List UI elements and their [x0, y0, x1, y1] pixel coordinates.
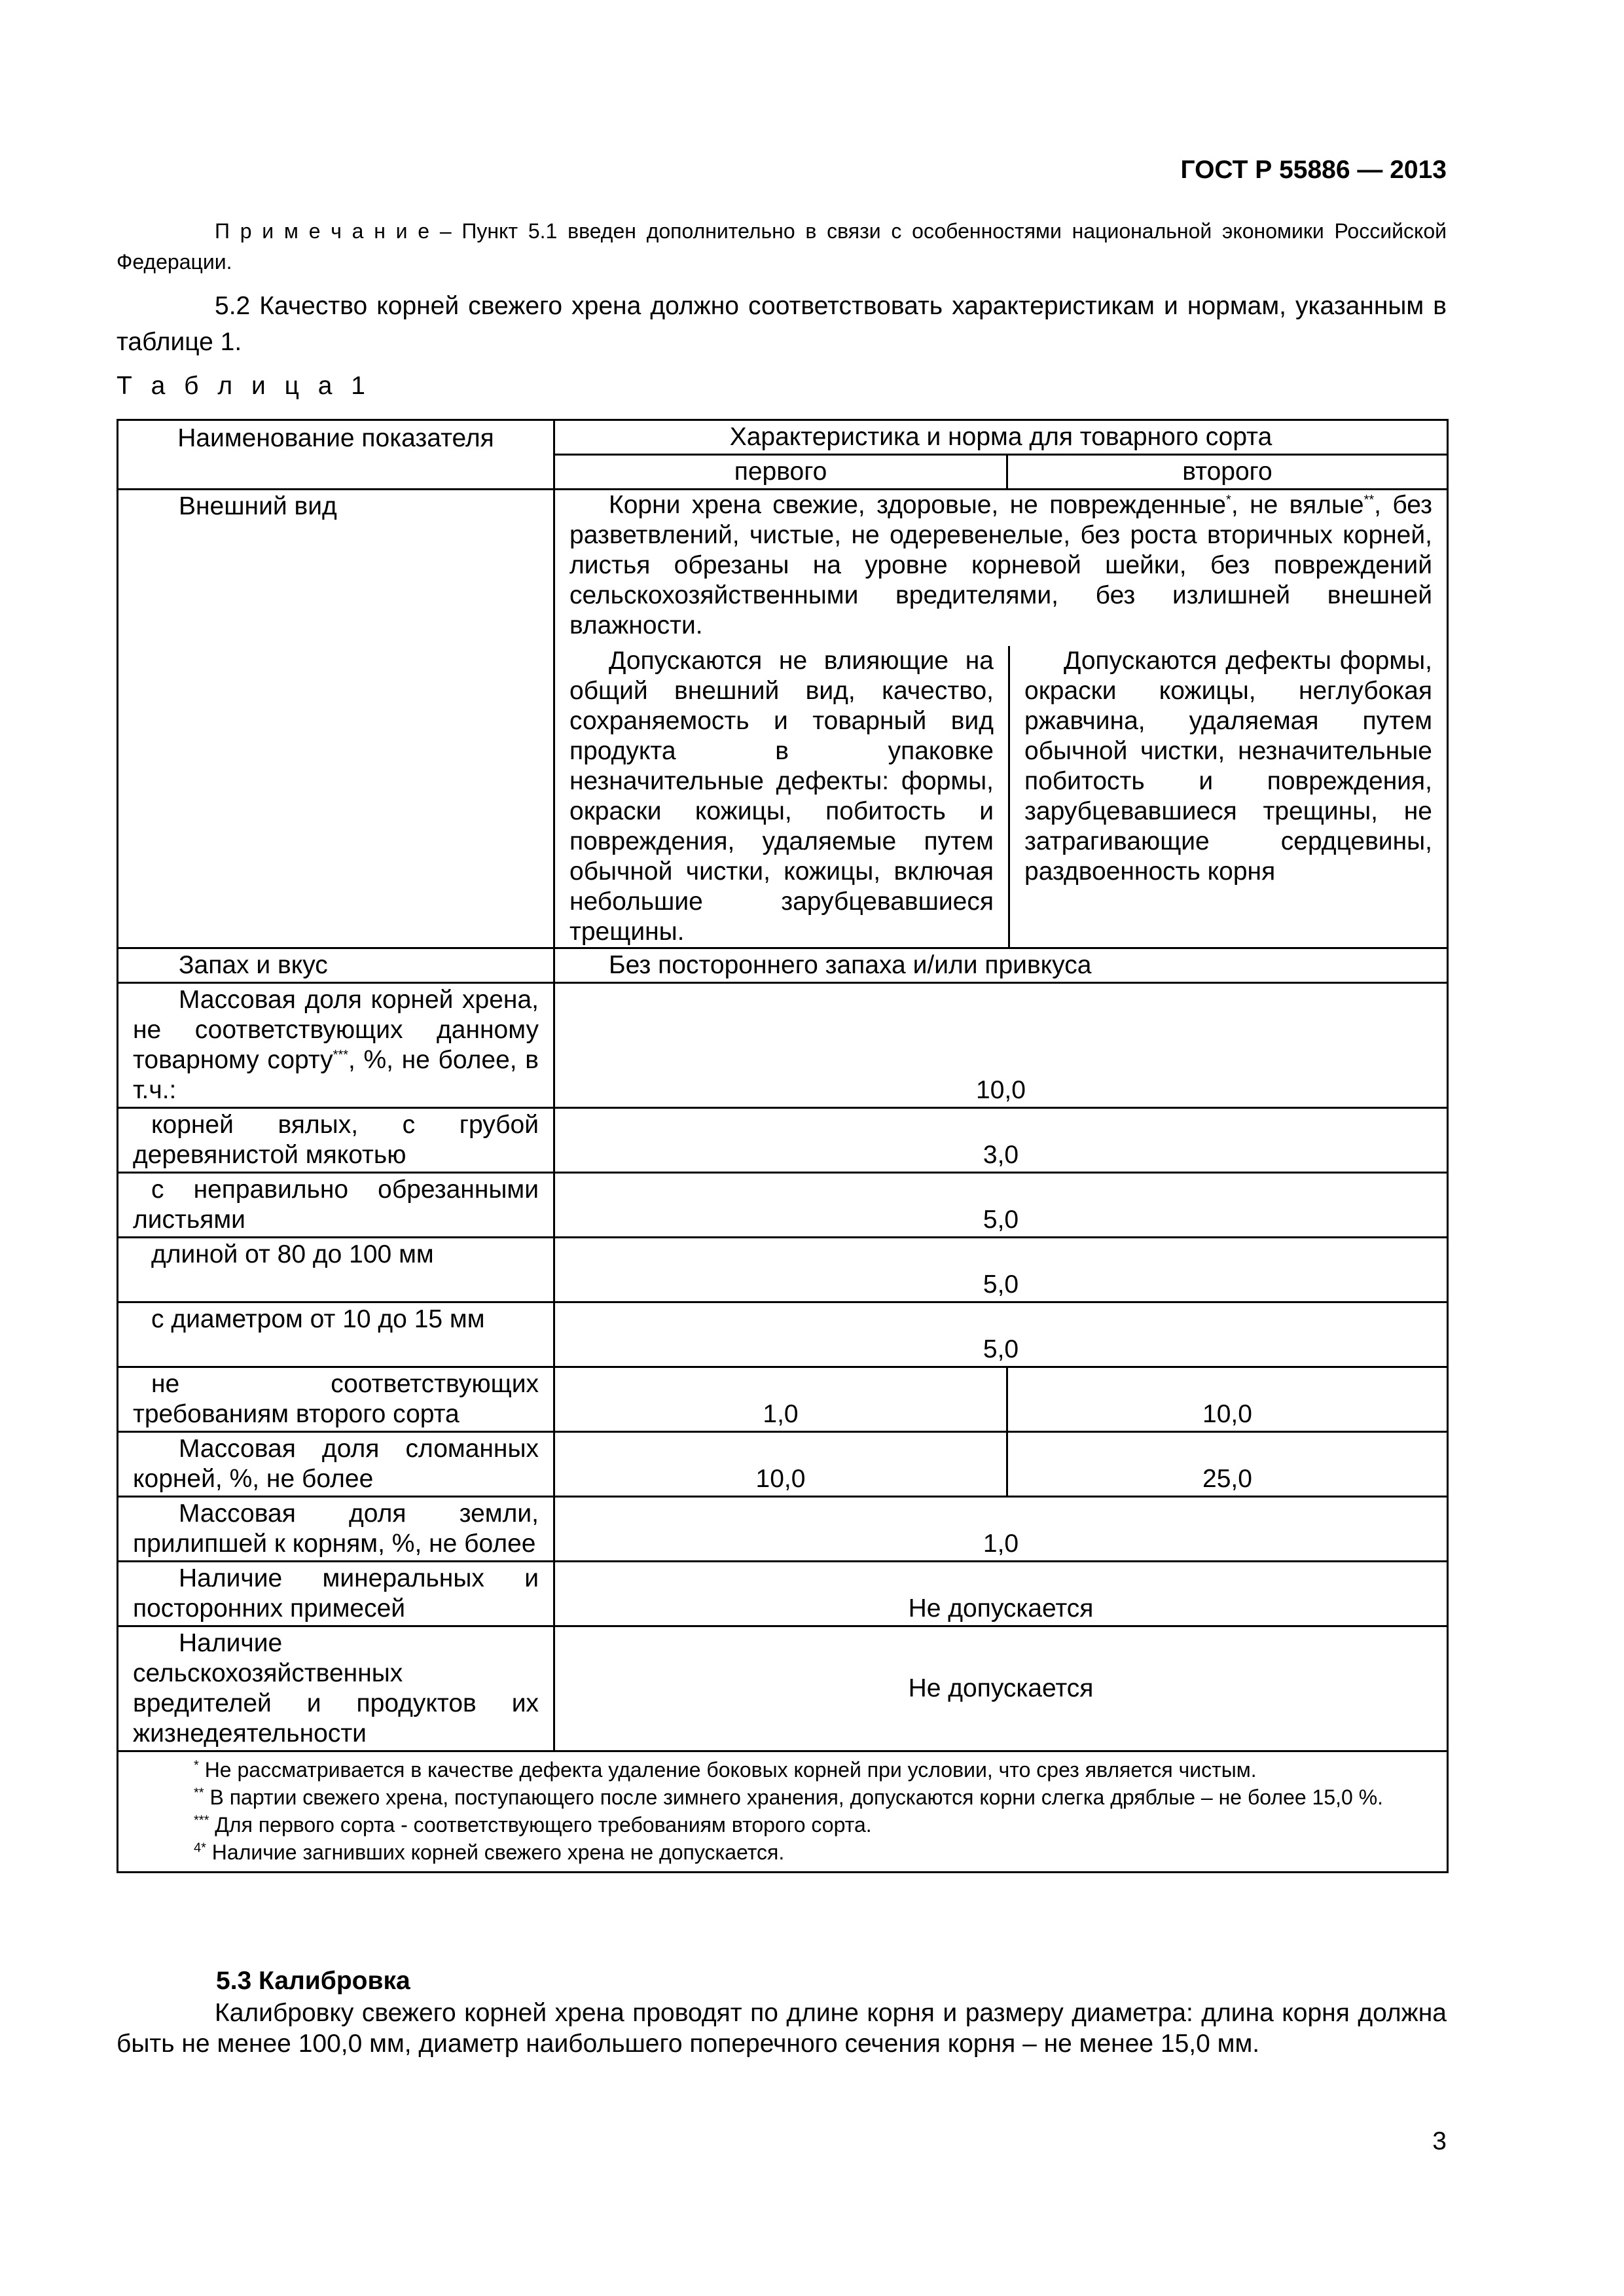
broken-label: Массовая доля сломанных корней, %, не более — [118, 1432, 554, 1497]
broken-second-value: 25,0 — [1007, 1432, 1448, 1497]
table-row — [118, 1497, 1448, 1562]
appearance-common-text: Корни хрена свежие, здоровые, не поврежденные*, не вялые**, без разветвлений, чистые, не одеревенелые, без роста вторичных корней, листья обрезаны на уровне корневой шейки, без повреждений сельскохозяйственными вредителями, без излишней внешней влажности. — [569, 491, 1432, 639]
pests-value: Не допускается — [554, 1626, 1448, 1751]
smell-label: Запах и вкус — [118, 948, 554, 983]
table-footnotes-row — [118, 1751, 1448, 1873]
appearance-first-grade: Допускаются не влияющие на общий внешний вид, качество, сохраняемость и товарный вид продукта в упаковке незначительные дефекты: формы, окраски кожицы, побитость и повреждения, удаляемые путем обычной чистки, кожицы, включая небольшие зарубцевавшиеся трещины. — [555, 646, 1009, 947]
broken-first-value: 10,0 — [554, 1432, 1007, 1497]
length-value: 5,0 — [554, 1238, 1448, 1302]
header-group-cell: Характеристика и норма для товарного сорта — [554, 420, 1448, 455]
appearance-second-grade: Допускаются дефекты формы, окраски кожицы, неглубокая ржавчина, удаляемая путем обычной чистки, незначительные побитость и повреждения, зарубцевавшиеся трещины, не затрагивающие сердцевины, раздвоенность корня — [1024, 647, 1432, 886]
table-row — [118, 1238, 1448, 1302]
header-first-grade: первого — [554, 455, 1007, 490]
page-number: 3 — [1432, 2127, 1447, 2155]
quality-table — [117, 419, 1449, 1873]
mass-share-label: Массовая доля корней хрена, не соответствующих данному товарному сорту***, %, не более, в т.ч.: — [118, 983, 554, 1108]
note-paragraph — [117, 216, 1447, 278]
note-label: П р и м е ч а н и е — [215, 219, 430, 243]
section-5-3-text: Калибровку свежего корней хрена проводят по длине корня и размеру диаметра: длина корня должна быть не менее 100,0 мм, диаметр наибольшего поперечного сечения корня – не менее 15,0 мм. — [117, 1999, 1447, 2058]
table-row — [118, 1432, 1448, 1497]
not-second-label: не соответствующих требованиям второго сорта — [118, 1367, 554, 1432]
table-row — [118, 983, 1448, 1108]
table-row — [118, 1108, 1448, 1173]
footnote: $^{4*}$ Наличие загнивших корней свежего хрена не допускается. — [194, 1840, 785, 1864]
appearance-split — [555, 646, 1447, 947]
section-5-3-title: 5.3 Калибровка — [216, 1967, 410, 1995]
paragraph-5-2: 5.2 Качество корней свежего хрена должно соответствовать характеристикам и нормам, указанным в таблице 1. — [117, 292, 1447, 356]
footnote: *** Для первого сорта - соответствующего требованиям второго сорта. — [194, 1813, 872, 1837]
soil-label: Массовая доля земли, прилипшей к корням, %, не более — [118, 1497, 554, 1562]
pests-label: Наличие сельскохозяйственных вредителей и продуктов их жизнедеятельности — [118, 1626, 554, 1751]
diameter-value: 5,0 — [554, 1302, 1448, 1367]
footnote: * Не рассматривается в качестве дефекта удаление боковых корней при условии, что срез является чистым. — [194, 1758, 1257, 1782]
table-row — [118, 948, 1448, 983]
header-name-cell: Наименование показателя — [118, 420, 554, 490]
table-row — [118, 1173, 1448, 1238]
appearance-value-cell — [554, 490, 1448, 948]
not-second-second-value: 10,0 — [1007, 1367, 1448, 1432]
table-row — [118, 1562, 1448, 1626]
minerals-value: Не допускается — [554, 1562, 1448, 1626]
table-row — [118, 1302, 1448, 1367]
document-id: ГОСТ Р 55886 — 2013 — [1180, 156, 1447, 184]
soil-value: 1,0 — [554, 1497, 1448, 1562]
table-row — [118, 490, 1448, 948]
length-label: длиной от 80 до 100 мм — [118, 1238, 554, 1302]
footnote: ** В партии свежего хрена, поступающего после зимнего хранения, допускаются корни слегка дряблые – не более 15,0 %. — [194, 1785, 1384, 1809]
table-caption: Т а б л и ц а 1 — [117, 372, 371, 400]
table-row — [118, 1626, 1448, 1751]
note-text: – Пункт 5.1 введен дополнительно в связи с особенностями национальной экономики Российской Федерации. — [117, 219, 1447, 274]
cut-leaves-label: с неправильно обрезанными листьями — [118, 1173, 554, 1238]
cut-leaves-value: 5,0 — [554, 1173, 1448, 1238]
minerals-label: Наличие минеральных и посторонних примесей — [118, 1562, 554, 1626]
appearance-label: Внешний вид — [118, 490, 554, 948]
table-header-row — [118, 420, 1448, 455]
table-footnotes — [118, 1751, 1448, 1873]
table-row — [118, 1367, 1448, 1432]
not-second-first-value: 1,0 — [554, 1367, 1007, 1432]
smell-value: Без постороннего запаха и/или привкуса — [554, 948, 1448, 983]
mass-share-value: 10,0 — [554, 983, 1448, 1108]
diameter-label: с диаметром от 10 до 15 мм — [118, 1302, 554, 1367]
header-second-grade: второго — [1007, 455, 1448, 490]
wilted-label: корней вялых, с грубой деревянистой мякотью — [118, 1108, 554, 1173]
wilted-value: 3,0 — [554, 1108, 1448, 1173]
